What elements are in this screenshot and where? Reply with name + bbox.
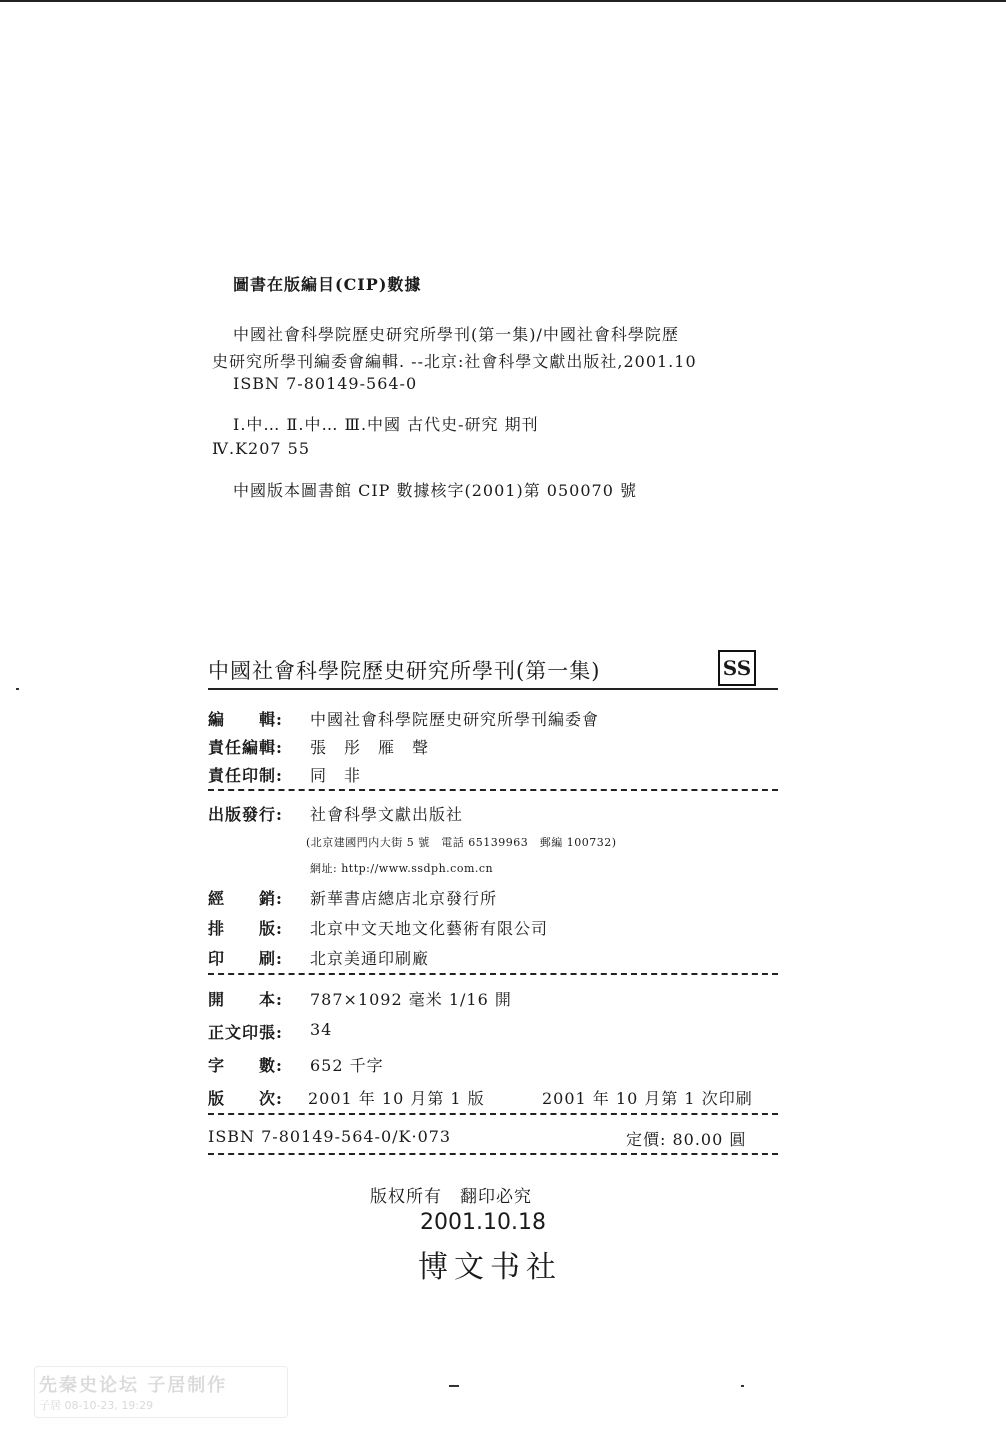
row-label-editor: 編 輯: [208, 710, 283, 729]
publisher-logo: SS [718, 650, 756, 686]
colophon-title: 中國社會科學院歷史研究所學刊(第一集) [208, 659, 601, 683]
row-value-sheets: 34 [310, 1020, 333, 1039]
row-value-publisher: 社會科學文獻出版社 [310, 805, 464, 824]
row-value-responsible-editor: 張 彤 雁 聲 [310, 738, 430, 757]
row-value-printer: 北京美通印刷廠 [310, 949, 430, 968]
rights-notice: 版权所有 翻印必究 [370, 1187, 532, 1207]
cip-core-number: 中國版本圖書館 CIP 數據核字(2001)第 050070 號 [233, 481, 637, 500]
title-rule [208, 688, 778, 690]
section-rule-2 [208, 973, 778, 975]
handwritten-bookshop-name: 博文书社 [418, 1250, 562, 1285]
row-value-typesetting: 北京中文天地文化藝術有限公司 [310, 919, 549, 938]
row-label-print-manager: 責任印制: [208, 766, 283, 785]
cip-title-line-2: 史研究所學刊編委會編輯. --北京:社會科學文獻出版社,2001.10 [212, 352, 697, 371]
row-value-print-manager: 同 非 [310, 766, 362, 785]
watermark-timestamp: 子居 08-10-23, 19:29 [39, 1399, 154, 1412]
row-value-distributor: 新華書店總店北京發行所 [310, 889, 498, 908]
publisher-website: 網址: http://www.ssdph.com.cn [310, 862, 494, 875]
row-value-edition: 2001 年 10 月第 1 版 [308, 1089, 485, 1108]
row-label-edition: 版 次: [208, 1089, 283, 1108]
cip-title-line-1: 中國社會科學院歷史研究所學刊(第一集)/中國社會科學院歷 [233, 325, 679, 344]
row-value-printing: 2001 年 10 月第 1 次印刷 [542, 1089, 753, 1108]
handwritten-date: 2001.10.18 [420, 1210, 546, 1235]
row-label-sheets: 正文印張: [208, 1023, 283, 1042]
price: 定價: 80.00 圓 [626, 1130, 747, 1149]
scan-speck [741, 1385, 744, 1387]
section-rule-1 [208, 789, 778, 791]
row-label-responsible-editor: 責任編輯: [208, 738, 283, 757]
row-label-printer: 印 刷: [208, 949, 283, 968]
row-label-distributor: 經 銷: [208, 889, 283, 908]
row-label-word-count: 字 數: [208, 1056, 283, 1075]
row-value-word-count: 652 千字 [310, 1056, 384, 1075]
cip-classification: Ⅳ.K207 55 [212, 439, 311, 458]
section-rule-4 [208, 1153, 778, 1155]
isbn-full: ISBN 7-80149-564-0/K·073 [208, 1127, 452, 1146]
scan-speck [16, 688, 19, 690]
forum-watermark [34, 1366, 288, 1418]
section-rule-3 [208, 1113, 778, 1115]
cip-isbn: ISBN 7-80149-564-0 [233, 374, 418, 393]
row-label-publisher: 出版發行: [208, 805, 283, 824]
top-border-line [0, 0, 1006, 2]
row-label-format: 開 本: [208, 990, 283, 1009]
cip-heading: 圖書在版編目(CIP)數據 [233, 275, 422, 294]
row-value-format: 787×1092 毫米 1/16 開 [310, 990, 512, 1009]
cip-subjects: Ⅰ.中… Ⅱ.中… Ⅲ.中國 古代史-研究 期刊 [233, 415, 539, 434]
page-mark [449, 1385, 459, 1387]
watermark-title: 先秦史论坛 子居制作 [39, 1375, 228, 1396]
row-label-typesetting: 排 版: [208, 919, 283, 938]
publisher-address: (北京建國門内大街 5 號 電話 65139963 郵編 100732) [306, 836, 617, 849]
row-value-editor: 中國社會科學院歷史研究所學刊編委會 [310, 710, 600, 729]
